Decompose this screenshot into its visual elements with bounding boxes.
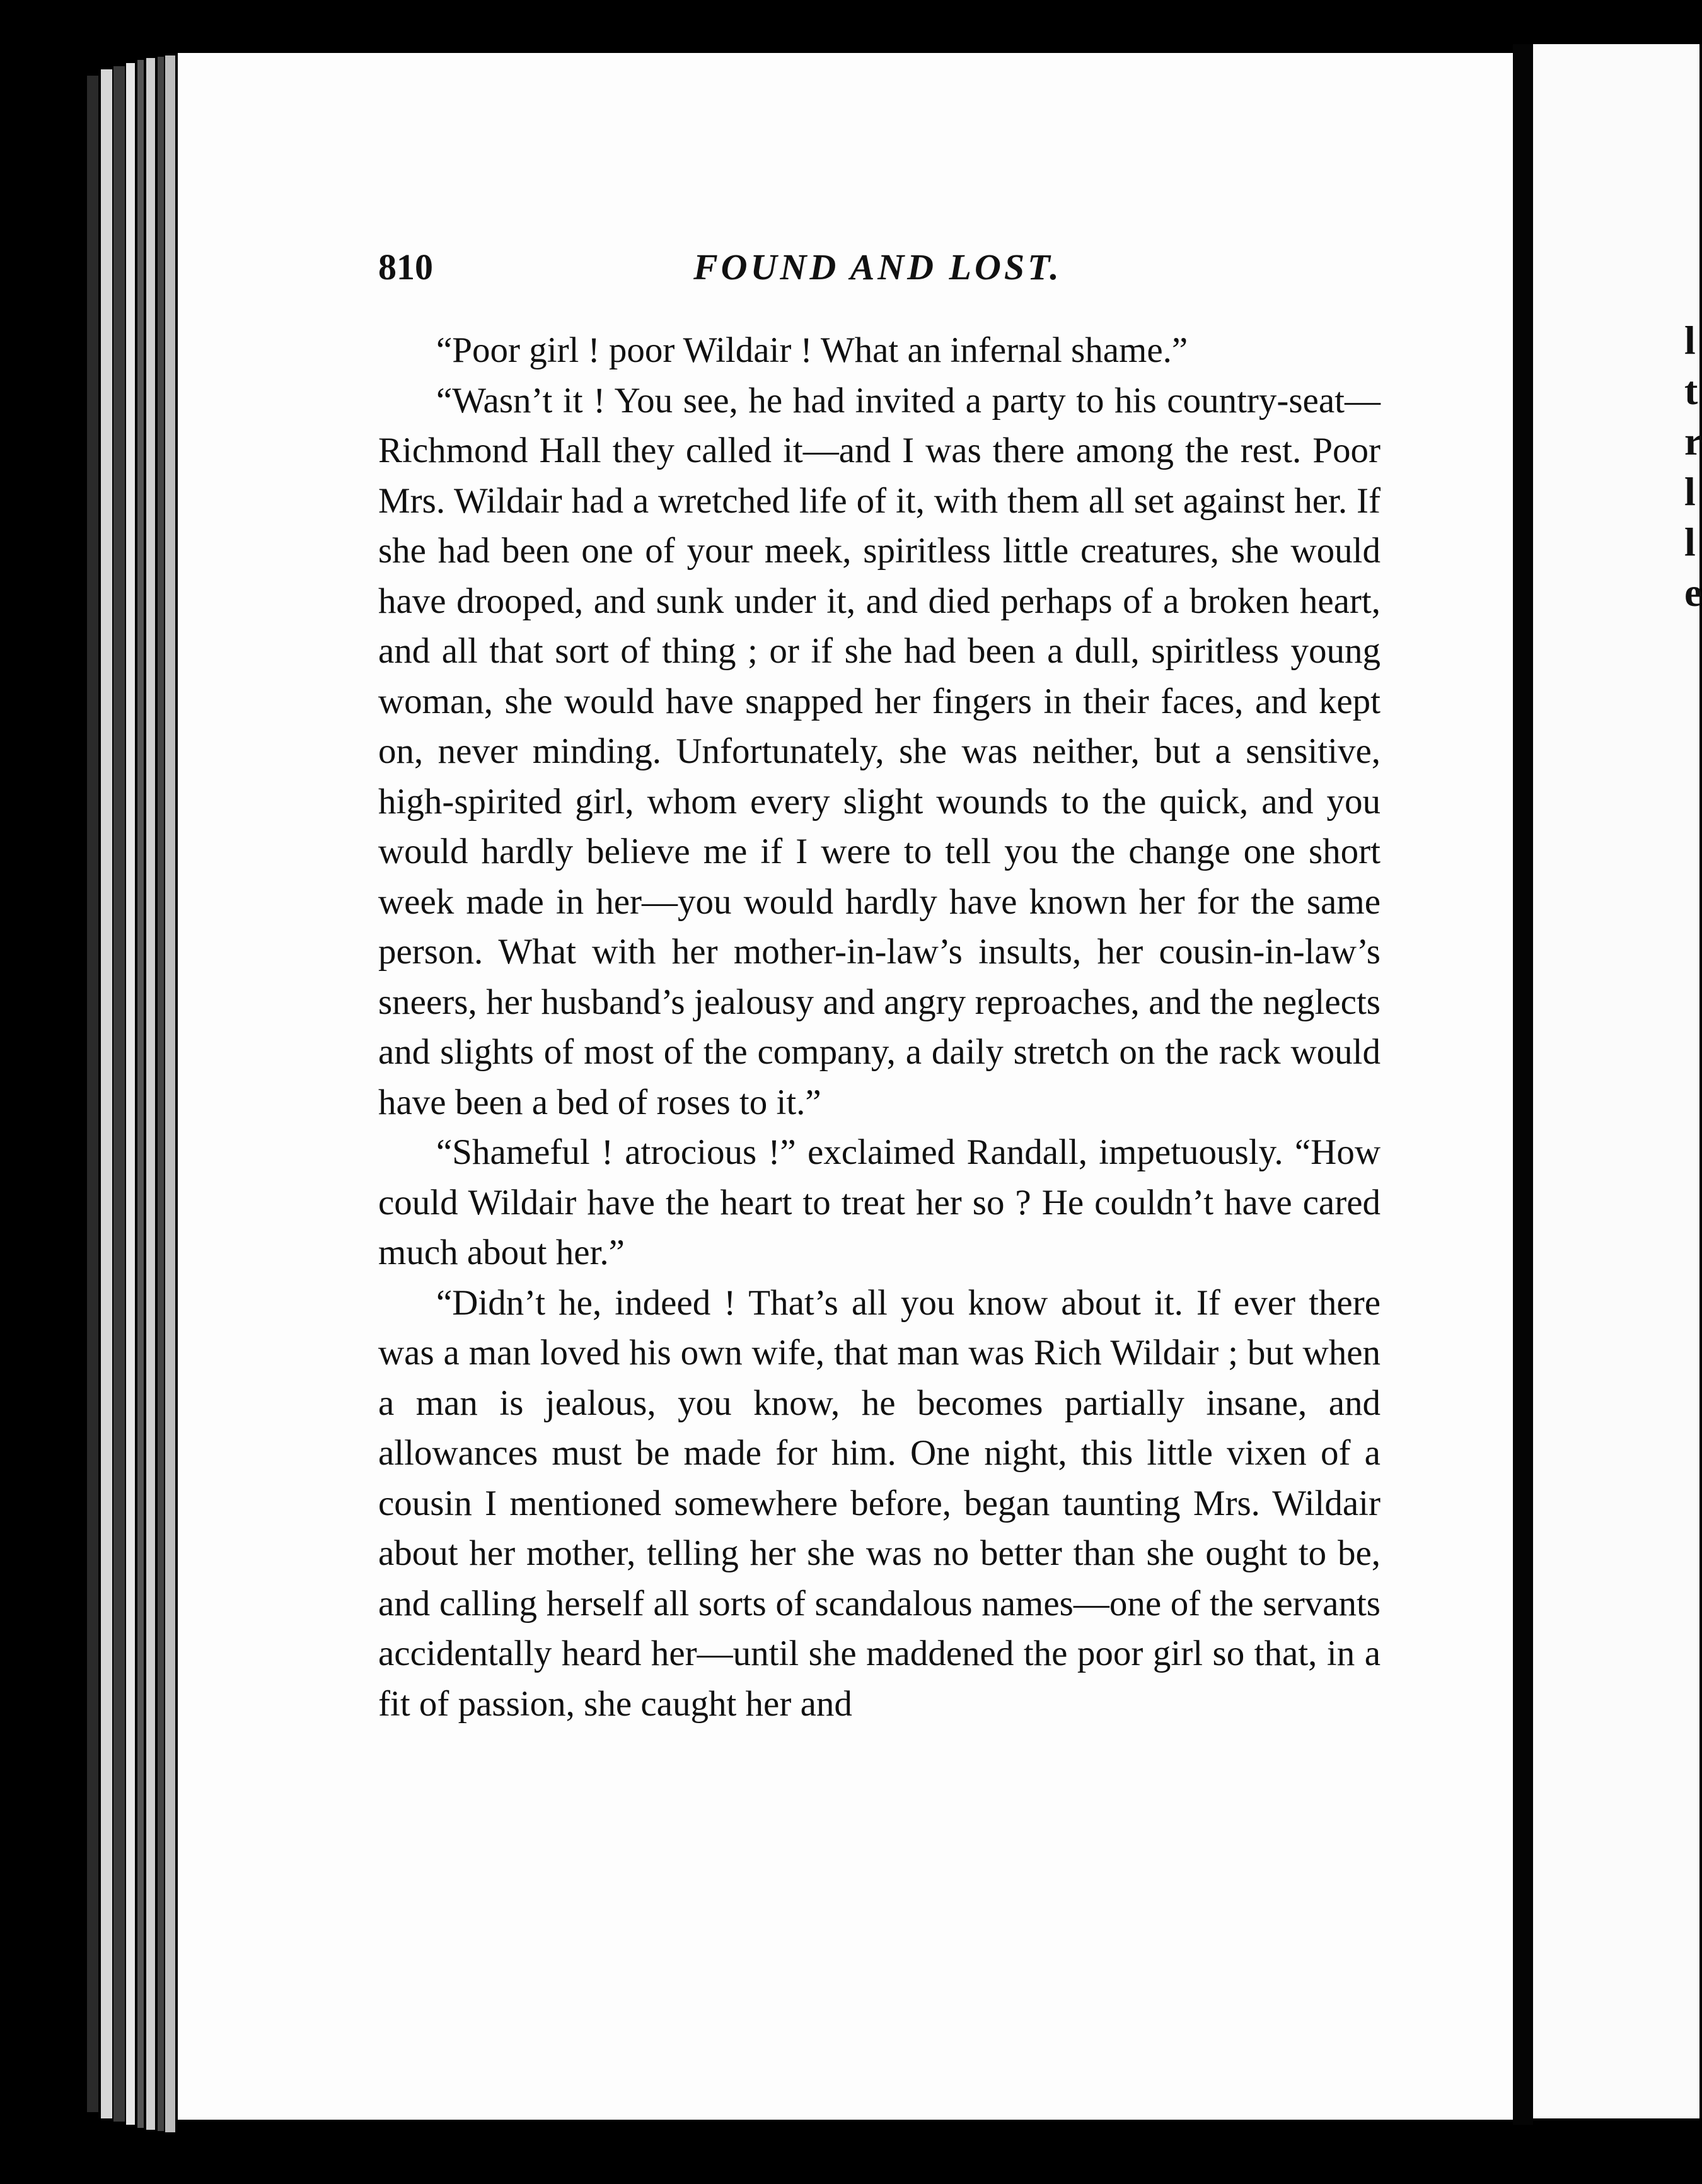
- book-edge: [126, 63, 135, 2125]
- paragraph: “Poor girl ! poor Wildair ! What an infernal shame.”: [436, 330, 1188, 370]
- paragraph: “Didn’t he, indeed ! That’s all you know about it. If ever there was a man loved his own wife, that man was Rich Wildair ; but when a man is jealous, you know, he becomes partially insane, and allowances must be made for him. One night, this little vixen of a cousin I mentioned somewhere before, began taunting Mrs. Wildair about her mother, telling her she was no better than she ought to be, and calling herself all sorts of scandalous names—one of the servants accidentally heard her—until she maddened the poor girl so that, in a fit of passion, she caught her and: [378, 1282, 1381, 1724]
- book-edge: [87, 76, 98, 2112]
- paragraph: “Wasn’t it ! You see, he had invited a party to his country-seat—Richmond Hall they called it—and I was there among the rest. Poor Mrs. Wildair had a wretched life of it, with them all set against her. If she had been one of your meek, spiritless little creatures, she would have drooped, and sunk under it, and died perhaps of a broken heart, and all that sort of thing ; or if she had been a dull, spiritless young woman, she would have snapped her fingers in their faces, and kept on, never minding. Unfortunately, she was neither, but a sensitive, high-spirited girl, whom every slight wounds to the quick, and you would hardly believe me if I were to tell you the change one short week made in her—you would hardly have known her for the same person. What with her mother-in-law’s insults, her cousin-in-law’s sneers, her husband’s jealousy and angry reproaches, and the neglects and slights of most of the company, a daily stretch on the rack would have been a bed of roses to it.”: [378, 380, 1381, 1122]
- book-edge: [113, 66, 125, 2122]
- book-edge: [158, 57, 164, 2131]
- page-gutter: [1513, 44, 1533, 2125]
- book-edge: [137, 60, 144, 2128]
- adjacent-mark: l: [1684, 520, 1696, 564]
- adjacent-mark: e: [1684, 570, 1702, 615]
- book-edge: [146, 58, 155, 2130]
- adjacent-mark: l: [1684, 469, 1696, 514]
- body-text: [378, 325, 1381, 1729]
- paragraph: “Shameful ! atrocious !” exclaimed Randall, impetuously. “How could Wildair have the heart to treat her so ? He couldn’t have cared much about her.”: [378, 1132, 1381, 1272]
- adjacent-mark: r: [1684, 419, 1702, 463]
- adjacent-mark: l: [1684, 318, 1696, 363]
- book-edge: [101, 69, 112, 2118]
- page-number: 810: [378, 247, 433, 288]
- running-title: FOUND AND LOST.: [693, 247, 1062, 288]
- adjacent-page-text-marks: [1684, 315, 1702, 618]
- adjacent-mark: t: [1684, 368, 1698, 413]
- right-page-fragment: [1533, 44, 1702, 2118]
- page-header: [378, 246, 1387, 296]
- book-edge: [165, 55, 175, 2132]
